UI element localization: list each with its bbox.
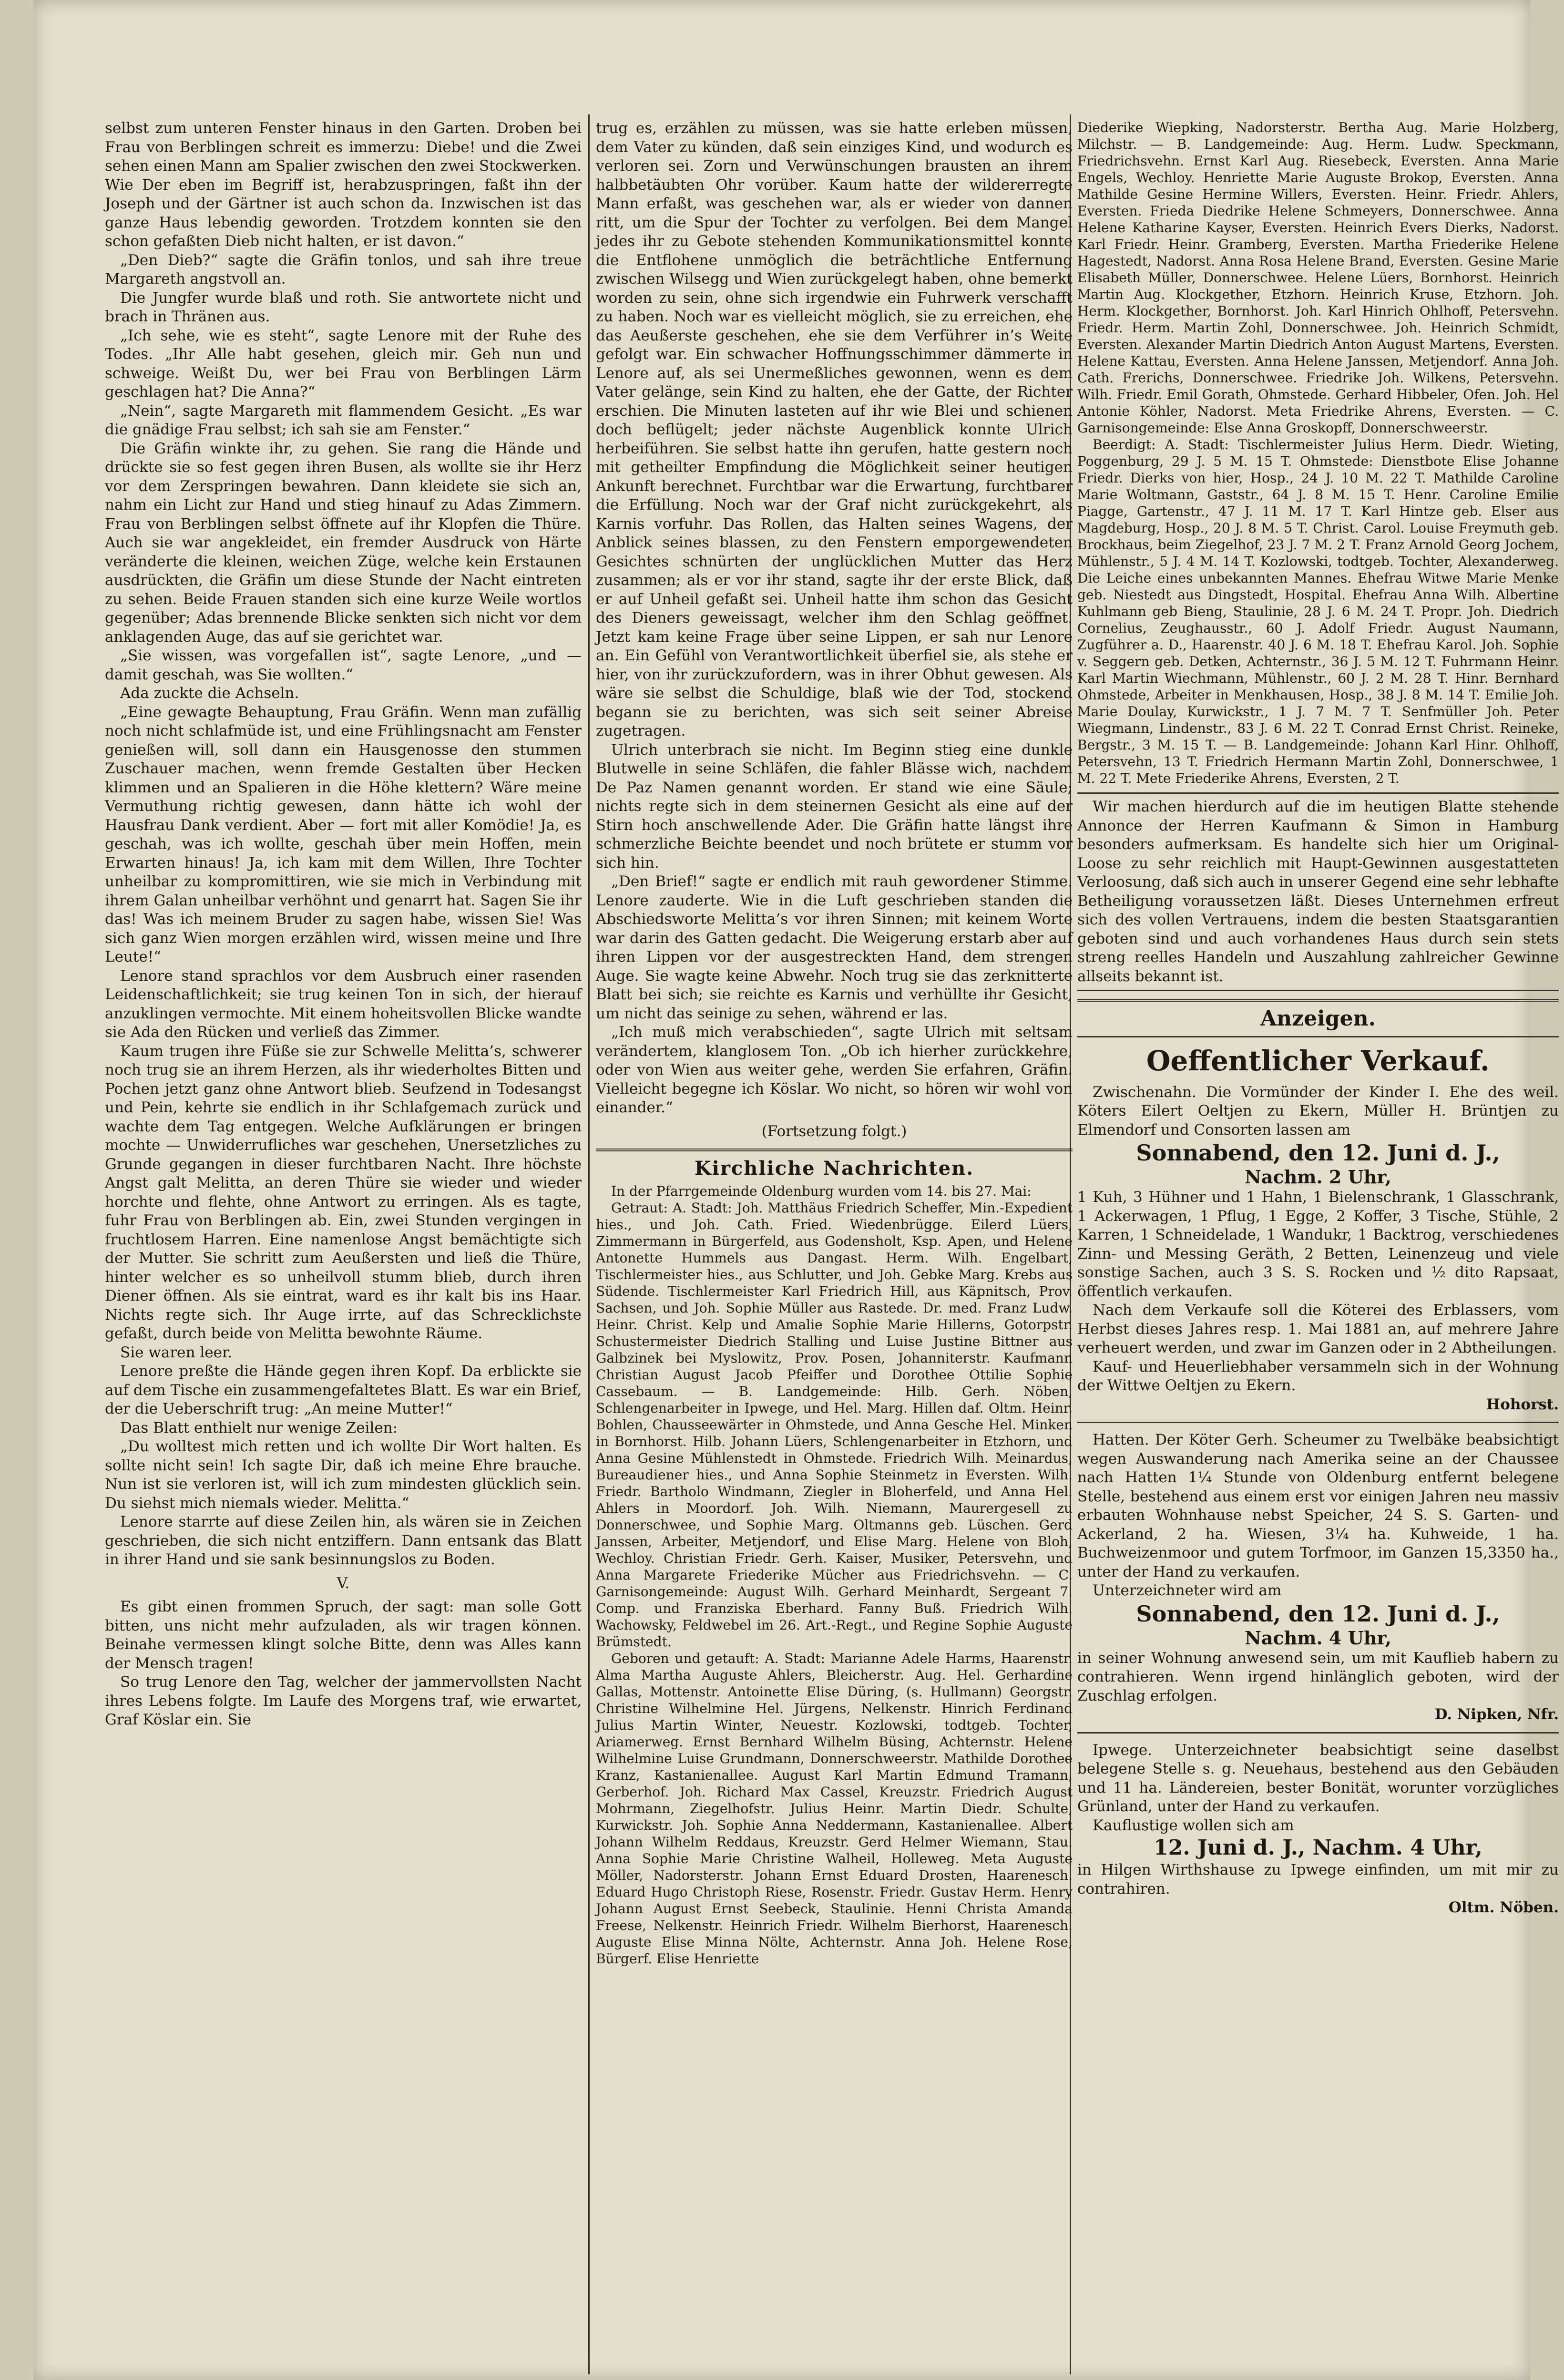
continued-note: (Fortsetzung folgt.) [761, 1122, 907, 1140]
paragraph: „Den Brief!“ sagte er endlich mit rauh gewordener Stimme. Lenore zauderte. Wie in die Luft geschrieben standen die Abschiedsworte Melitta’s vor ihren Sinnen; mit keinem Worte war darin des Gatten gedacht. Die Weigerung erstarb aber auf ihren Lippen vor der ausgestreckten Hand, dem strengen Auge. Sie wagte keine Abwehr. Noch trug sie das zerknitterte Blatt bei sich; sie reichte es Karnis und verhüllte ihr Gesicht, um nicht das seinige zu sehen, während er las. [596, 873, 1073, 1022]
paragraph: selbst zum unteren Fenster hinaus in den Garten. Droben bei Frau von Berblingen schreit es immerzu: Diebe! und die Zwei sehen einen Mann am Spalier zwischen den zwei Stockwerken. Wie Der eben im Begriff ist, herabzuspringen, faßt ihn der Joseph und der Gärtner ist auch schon da. Inzwischen ist das ganze Haus lebendig geworden. Trotzdem konnten sie den schon gefaßten Dieb nicht halten, er ist davon.“ [105, 120, 582, 250]
column-1 [105, 119, 582, 1730]
ad-text: 1 Kuh, 3 Hühner und 1 Hahn, 1 Bielenschrank, 1 Glasschrank, 1 Ackerwagen, 1 Pflug, 1 Egge, 2 Koffer, 3 Tische, Stühle, 2 Karren, 1 Schneidelade, 1 Wandukr, 1 Backtrog, verschiedenes Zinn- und Messing Geräth, 2 Betten, Leinenzeug und viele sonstige Sachen, auch 3 S. S. Rocken und ½ dito Rapsaat, öffentlich verkaufen. [1077, 1189, 1559, 1300]
ad-text: Ipwege. Unterzeichneter beabsichtigt seine daselbst belegene Stelle s. g. Neuehaus, bestehend aus den Gebäuden und 11 ha. Ländereien, bester Bonität, worunter vorzügliches Grünland, unter der Hand zu verkaufen. [1077, 1741, 1559, 1815]
paragraph: Die Gräfin winkte ihr, zu gehen. Sie rang die Hände und drückte sie so fest gegen ihren Busen, als wollte sie ihr Herz vor dem Zerspringen bewahren. Dann kleidete sie sich an, nahm ein Licht zur Hand und stieg hinauf zu Adas Zimmern. Frau von Berblingen selbst öffnete auf ihr Klopfen die Thüre. Auch sie war angekleidet, ein fremder Ausdruck von Härte veränderte die kleinen, weichen Züge, welche kein Erstaunen ausdrückten, die Gräfin um diese Stunde der Nacht eintreten zu sehen. Beide Frauen standen sich eine kurze Weile wortlos gegenüber; Adas brennende Blicke senkten sich nicht vor dem anklagenden Auge, das auf sie gerichtet war. [105, 440, 582, 646]
paragraph: Ada zuckte die Achseln. [120, 685, 299, 702]
paragraph: „Nein“, sagte Margareth mit flammendem Gesicht. „Es war die gnädige Frau selbst; ich sah sie am Fenster.“ [105, 402, 582, 438]
ad-time: Nachm. 4 Uhr, [1245, 1627, 1391, 1649]
section-divider [596, 1149, 1073, 1151]
ad-text: in seiner Wohnung anwesend sein, um mit Kauflieb habern zu contrahieren. Wenn irgend hinlänglich geboten, wird der Zuschlag erfolgen. [1077, 1649, 1559, 1704]
divider [1077, 1036, 1559, 1037]
ad-time: Nachm. 2 Uhr, [1245, 1166, 1391, 1188]
newspaper-page [33, 0, 1559, 2380]
column-2 [596, 119, 1073, 1967]
paragraph: Das Blatt enthielt nur wenige Zeilen: [120, 1419, 398, 1436]
church-entry: Diederike Wiepking, Nadorsterstr. Bertha Aug. Marie Holzberg, Milchstr. — B. Landgemeinde: Aug. Herm. Ludw. Speckmann, Friedrichsvehn. Ernst Karl Aug. Riesebeck, Eversten. Anna Marie Engels, Wechloy. Henriette Marie Auguste Brokop, Eversten. Anna Mathilde Gesine Hermine Willers, Eversten. Heinr. Friedr. Ahlers, Eversten. Frieda Diedrike Helene Schmeyers, Donnerschwee. Anna Helene Katharine Kayser, Eversten. Heinrich Evers Dierks, Nadorst. Karl Friedr. Heinr. Gramberg, Eversten. Martha Friederike Helene Hagestedt, Nadorst. Anna Rosa Helene Brand, Eversten. Gesine Marie Elisabeth Müller, Donnerschwee. Helene Lüers, Bornhorst. Heinrich Martin Aug. Klockgether, Etzhorn. Heinrich Kruse, Etzhorn. Joh. Herm. Klockgether, Bornhorst. Joh. Karl Hinrich Ohlhoff, Petersvehn. Friedr. Herm. Martin Zohl, Donnerschwee. Joh. Heinrich Schmidt, Eversten. Alexander Martin Diedrich Anton August Martens, Eversten. Helene Kattau, Eversten. Anna Helene Janssen, Metjendorf. Anna Joh. Cath. Frerichs, Donnerschwee. Friedrike Joh. Wilkens, Petersvehn. Wilh. Friedr. Emil Gorath, Ohmstede. Gerhard Hibbeler, Ofen. Joh. Hel Antonie Köhler, Nadorst. Meta Friedrike Ahrens, Eversten. — C. Garnisongemeinde: Else Anna Groskopff, Donnerschweerstr. [1077, 120, 1559, 436]
paragraph: trug es, erzählen zu müssen, was sie hatte erleben müssen, dem Vater zu künden, daß sein einziges Kind, und wodurch es verloren sei. Zorn und Verwünschungen brausten an ihrem halbbetäubten Ohr vorüber. Kaum hatte der wildererregte Mann erfaßt, was geschehen war, als er wieder von dannen ritt, um die Spur der Tochter zu verfolgen. Bei dem Mangel jedes ihr zu Gebote stehenden Kommunikationsmittel konnte die Entflohene unmöglich die beträchtliche Entfernung zwischen Wilsegg und Wien zurückgelegt haben, ohne bemerkt worden zu sein, ohne sich irgendwie ein Fuhrwerk verschafft zu haben. Noch war es vielleicht möglich, sie zu erreichen, ehe das Aeußerste geschehen, ehe sie dem Verführer in’s Weite gefolgt war. Ein schwacher Hoffnungsschimmer dämmerte in Lenore auf, als sei Unermeßliches gewonnen, wenn es dem Vater gelänge, sein Kind zu halten, ehe der Gatte, der Richter erschien. Die Minuten lasteten auf ihr wie Blei und schienen doch beflügelt; jeder nächste Augenblick konnte Ulrich herbeiführen. Sie selbst hatte ihn gerufen, hatte gestern noch mit getheilter Empfindung die Möglichkeit seiner heutigen Ankunft berechnet. Furchtbar war die Erwartung, furchtbarer die Erfüllung. Noch war der Graf nicht zurückgekehrt, als Karnis vorfuhr. Das Rollen, das Halten seines Wagens, der Anblick seines blassen, zu den Fenstern emporgewendeten Gesichtes schnürten der unglücklichen Mutter das Herz zusammen; als er vor ihr stand, sagte ihr der erste Blick, daß er auf Unheil gefaßt sei. Unheil hatte ihm schon das Gesicht des Dieners geweissagt, welcher ihm den Schlag geöffnet. Jetzt kam keine Frage über seine Lippen, er sah nur Lenore an. Ein Gefühl von Verantwortlichkeit überfiel sie, als stehe er hier, von ihr zurückzufordern, was in ihrer Obhut gewesen. Als wäre sie selbst die Schuldige, blaß wie der Tod, stockend begann sie zu berichten, was sich seit seiner Abreise zugetragen. [596, 120, 1073, 739]
ad-title: Oeffentlicher Verkauf. [1146, 1044, 1490, 1077]
ad-signature: D. Nipken, Nfr. [1434, 1706, 1559, 1723]
ad-text: Kauflustige wollen sich am [1093, 1816, 1294, 1834]
paragraph: Es gibt einen frommen Spruch, der sagt: man solle Gott bitten, uns nicht mehr aufzuladen, als wir tragen können. Beinahe vermessen klingt solche Bitte, denn was Alles kann der Mensch tragen! [105, 1598, 582, 1672]
column-3 [1077, 119, 1559, 1918]
paragraph: „Sie wissen, was vorgefallen ist“, sagte Lenore, „und — damit geschah, was Sie wollten.“ [105, 647, 582, 683]
paragraph: Kaum trugen ihre Füße sie zur Schwelle Melitta’s, schwerer noch trug sie an ihrem Herzen, als ihr wiederholtes Bitten und Pochen jetzt ganz ohne Antwort blieb. Seufzend in Todesangst und Pein, kehrte sie endlich in ihr Schlafgemach zurück und wachte dem Tag entgegen. Welche Aufklärungen er bringen mochte — Unwiderrufliches war geschehen, Unersetzliches zu Grunde gegangen in dieser furchtbaren Nacht. Ihre höchste Angst galt Melitta, an deren Thüre sie wieder und wieder horchte und flehte, ohne Antwort zu erringen. Als es tagte, fuhr Frau von Berblingen ab. Ein, zwei Stunden vergingen in fruchtlosem Harren. Eine namenlose Angst bemächtigte sich der Mutter. Sie schritt zum Aeußersten und ließ die Thüre, hinter welcher es so unheilvoll stumm blieb, durch ihren Diener öffnen. Als sie eintrat, ward es ihr kalt bis ins Haar. Nichts regte sich. Ihr Auge irrte, auf das Schrecklichste gefaßt, durch beide von Melitta bewohnte Räume. [105, 1042, 582, 1342]
paragraph: „Ich muß mich verabschieden“, sagte Ulrich mit seltsam verändertem, klanglosem Ton. „Ob ich hierher zurückkehre, oder von Wien aus weiter gehe, werden Sie erfahren, Gräfin. Vielleicht begegne ich Köslar. Wo nicht, so hören wir wohl von einander.“ [596, 1024, 1073, 1116]
ad-text: Nach dem Verkaufe soll die Köterei des Erblassers, vom Herbst dieses Jahres resp. 1. Mai 1881 an, auf mehrere Jahre verheuert werden, und zwar im Ganzen oder in 2 Abtheilungen. [1077, 1302, 1559, 1356]
ad-text: Hatten. Der Köter Gerh. Scheumer zu Twelbäke beabsichtigt wegen Auswanderung nach Amerika seine an der Chaussee nach Hatten 1¼ Stunde von Oldenburg entfernt belegene Stelle, bestehend aus einem erst vor einigen Jahren neu massiv erbauten Wohnhause nebst Speicher, 24 S. S. Garten- und Ackerland, 2 ha. Wiesen, 3¼ ha. Kuhweide, 1 ha. Buchweizenmoor und gutem Torfmoor, im Ganzen 15,3350 ha., unter der Hand zu verkaufen. [1077, 1431, 1559, 1580]
paragraph: Lenore starrte auf diese Zeilen hin, als wären sie in Zeichen geschrieben, die sich nicht entziffern. Dann entsank das Blatt in ihrer Hand und sie sank besinnungslos zu Boden. [105, 1513, 582, 1568]
editorial-notice: Wir machen hierdurch auf die im heutigen Blatte stehende Annonce der Herren Kaufmann & Simon in Hamburg besonders aufmerksam. Es handelte sich hier um Original-Loose zu sehr reichlich mit Haupt-Gewinnen ausgestatteten Verloosung, daß sich auch in unserer Gegend eine sehr lebhafte Betheiligung voraussetzen läßt. Dieses Unternehmen erfreut sich des vollen Vertrauens, indem die besten Staatsgarantien geboten sind und auch vorhandenes Haus durch sein stets streng reelles Handeln und Auszahlung zahlreicher Gewinne allseits bekannt ist. [1077, 798, 1559, 985]
letter-text: „Du wolltest mich retten und ich wollte Dir Wort halten. Es sollte nicht sein! Ich sagte Dir, daß ich meine Ehre brauche. Nun ist sie verloren ist, will ich zum mindesten glücklich sein. Du siehst mich niemals wieder. Melitta.“ [105, 1438, 582, 1512]
church-entry: Geboren und getauft: A. Stadt: Marianne Adele Harms, Haarenstr. Alma Martha Auguste Ahlers, Bleicherstr. Aug. Hel. Gerhardine Gallas, Mottenstr. Antoinette Elise Düring, (s. Hullmann) Georgstr. Christine Wilhelmine Hel. Jürgens, Nelkenstr. Hinrich Ferdinand Julius Martin Winter, Neuestr. Kozlowski, todtgeb. Tochter, Ariamerweg. Ernst Bernhard Wilhelm Büsing, Achternstr. Helene Wilhelmine Luise Grundmann, Donnerschweerstr. Mathilde Dorothee Kranz, Kastanienallee. August Karl Martin Edmund Tramann, Gerberhof. Joh. Richard Max Cassel, Kreuzstr. Friedrich August Mohrmann, Ziegelhofstr. Julius Heinr. Martin Diedr. Schulte, Kurwickstr. Joh. Sophie Anna Neddermann, Kastanienallee. Albert Johann Wilhelm Reddaus, Kreuzstr. Gerd Helmer Wiemann, Stau. Anna Sophie Marie Christine Walheil, Holleweg. Meta Auguste Möller, Nadorsterstr. Johann Ernst Eduard Drosten, Haarenesch. Eduard Hugo Christoph Riese, Rosenstr. Friedr. Gustav Herm. Henry Johann August Ernst Seebeck, Staulinie. Henni Christa Amanda Freese, Nelkenstr. Heinrich Friedr. Wilhelm Bierhorst, Haarenesch. Auguste Elise Minna Nölte, Achternstr. Anna Joh. Helene Rose, Bürgerf. Elise Henriette [596, 1650, 1073, 1967]
section-number: V. [337, 1574, 350, 1592]
church-news-title: Kirchliche Nachrichten. [694, 1157, 974, 1180]
ad-text: Kauf- und Heuerliebhaber versammeln sich in der Wohnung der Wittwe Oeltjen zu Ekern. [1077, 1358, 1559, 1394]
paragraph: Sie waren leer. [120, 1344, 233, 1361]
column-rule [588, 114, 590, 2374]
paragraph: So trug Lenore den Tag, welcher der jammervollsten Nacht ihres Lebens folgte. Im Laufe des Morgens traf, wie erwartet, Graf Köslar ein. Sie [105, 1673, 582, 1728]
paragraph: Lenore stand sprachlos vor dem Ausbruch einer rasenden Leidenschaftlichkeit; sie trug keinen Ton in sich, der hierauf anzuklingen vermochte. Mit einem hoheitsvollen Blicke wandte sie Ada den Rücken und verließ das Zimmer. [105, 967, 582, 1041]
paragraph: Ulrich unterbrach sie nicht. Im Beginn stieg eine dunkle Blutwelle in seine Schläfen, die fahler Blässe wich, nachdem De Paz Namen genannt worden. Er stand wie eine Säule; nichts regte sich in dem steinernen Gesicht als eine auf der Stirn hoch anschwellende Ader. Die Gräfin hatte längst ihre schmerzliche Beichte beendet und noch brütete er stumm vor sich hin. [596, 741, 1073, 872]
ads-title: Anzeigen. [1260, 1006, 1376, 1031]
ad-date: Sonnabend, den 12. Juni d. J., [1136, 1140, 1500, 1166]
paragraph: „Ich sehe, wie es steht“, sagte Lenore mit der Ruhe des Todes. „Ihr Alle habt gesehen, gleich mir. Geh nun und schweige. Weißt Du, wer bei Frau von Berblingen Lärm geschlagen hat? Die Anna?“ [105, 327, 582, 400]
paragraph: Die Jungfer wurde blaß und roth. Sie antwortete nicht und brach in Thränen aus. [105, 289, 582, 325]
paragraph: Lenore preßte die Hände gegen ihren Kopf. Da erblickte sie auf dem Tische ein zusammengefaltetes Blatt. Es war ein Brief, der die Ueberschrift trug: „An meine Mutter!“ [105, 1363, 582, 1417]
ad-signature: Hohorst. [1486, 1395, 1559, 1413]
paragraph: „Eine gewagte Behauptung, Frau Gräfin. Wenn man zufällig noch nicht schlafmüde ist, und eine Frühlingsnacht am Fenster genießen will, soll dann ein Hausgenosse den stummen Zuschauer machen, wenn fremde Gestalten über Hecken klimmen und an Spalieren in die Höhe klettern? Wäre meine Vermuthung richtig gewesen, dann hätte ich wohl der Hausfrau Dank verdient. Aber — fort mit aller Komödie! Ja, es geschah, was ich wollte, geschah über mein Hoffen, mein Erwarten hinaus! Ja, ich kam mit dem Willen, Ihre Tochter unheilbar zu kompromittiren, wie sie mich in Verbindung mit ihrem Galan unheilbar verhöhnt und genarrt hat. Sagen Sie ihr das! Was ich meinem Bruder zu sagen habe, wissen Sie! Was sich ganz Wien morgen erzählen wird, wissen meine und Ihre Leute!“ [105, 703, 582, 965]
ad-signature: Oltm. Nöben. [1448, 1899, 1559, 1916]
ad-text: Unterzeichneter wird am [1093, 1582, 1282, 1599]
ad-text: in Hilgen Wirthshause zu Ipwege einfinden, um mit mir zu contrahiren. [1077, 1861, 1559, 1898]
divider [1077, 1422, 1559, 1423]
burials: Beerdigt: A. Stadt: Tischlermeister Julius Herm. Diedr. Wieting, Poggenburg, 29 J. 5 M. 15 T. Ohmstede: Dienstbote Elise Johanne Friedr. Dierks von hier, Hosp., 24 J. 10 M. 22 T. Mathilde Caroline Marie Woltmann, Gaststr., 64 J. 8 M. 15 T. Henr. Caroline Emilie Piagge, Gartenstr., 47 J. 11 M. 17 T. Karl Hintze geb. Elser aus Magdeburg, Hosp., 20 J. 8 M. 5 T. Christ. Carol. Louise Freymuth geb. Brockhaus, beim Ziegelhof, 23 J. 7 M. 2 T. Franz Arnold Georg Jochem, Mühlenstr., 5 J. 4 M. 14 T. Kozlowski, todtgeb. Tochter, Alexanderweg. Die Leiche eines unbekannten Mannes. Ehefrau Witwe Marie Menke geb. Niestedt aus Dingstedt, Hospital. Ehefrau Anna Wilh. Albertine Kuhlmann geb Bieng, Staulinie, 28 J. 6 M. 24 T. Propr. Joh. Diedrich Cornelius, Zeughausstr., 60 J. Adolf Friedr. August Naumann, Zugführer a. D., Haarenstr. 40 J. 6 M. 18 T. Ehefrau Karol. Joh. Sophie v. Seggern geb. Detken, Achternstr., 36 J. 5 M. 12 T. Fuhrmann Heinr. Karl Martin Wiechmann, Mühlenstr., 60 J. 2 M. 28 T. Hinr. Bernhard Ohmstede, Arbeiter in Menkhausen, Hosp., 38 J. 8 M. 14 T. Emilie Joh. Marie Doulay, Kurwickstr., 1 J. 7 M. 7 T. Senfmüller Joh. Peter Wiegmann, Lindenstr., 83 J. 6 M. 22 T. Conrad Ernst Christ. Reineke, Bergstr., 3 M. 15 T. — B. Landgemeinde: Johann Karl Hinr. Ohlhoff, Petersvehn, 13 T. Friedrich Hermann Martin Zohl, Donnerschwee, 1 M. 22 T. Mete Friederike Ahrens, Eversten, 2 T. [1077, 437, 1559, 786]
divider [1077, 1732, 1559, 1734]
section-divider [1077, 999, 1559, 1002]
ad-date: Sonnabend, den 12. Juni d. J., [1136, 1600, 1500, 1627]
church-entry: Getraut: A. Stadt: Joh. Matthäus Friedrich Scheffer, Min.-Expedient hies., und Joh. Cath. Fried. Wiedenbrügge. Eilerd Lüers, Zimmermann in Bürgerfeld, aus Godensholt, Ksp. Apen, und Helene Antonette Hummels aus Dangast. Herm. Wilh. Engelbart, Tischlermeister hies., aus Schlutter, und Joh. Gebke Marg. Krebs aus Südende. Tischlermeister Karl Friedrich Hill, aus Käpnitsch, Prov. Sachsen, und Joh. Sophie Müller aus Rastede. Dr. med. Franz Ludw. Heinr. Christ. Kelp und Amalie Sophie Marie Hillerns, Gotorpstr. Schustermeister Diedrich Stalling und Luise Justine Bittner aus Galbzinek bei Myslowitz, Prov. Posen, Johanniterstr. Kaufmann Christian August Jacob Pfeiffer und Dorothee Ottilie Sophie Cassebaum. — B. Landgemeinde: Hilb. Gerh. Nöben, Schlengenarbeiter in Ipwege, und Hel. Marg. Hillen daf. Oltm. Heinr. Bohlen, Chausseewärter in Ohmstede, und Anna Gesche Hel. Minken in Bornhorst. Hilb. Johann Lüers, Schlengenarbeiter in Etzhorn, und Anna Gesine Mühlenstedt in Ohmstede. Friedrich Wilh. Meinardus, Bureaudiener hies., und Anna Sophie Steinmetz in Eversten. Wilh. Friedr. Bartholo Windmann, Ziegler in Bloherfeld, und Anna Hel. Ahlers in Moordorf. Joh. Wilh. Niemann, Maurergesell zu Donnerschwee, und Sophie Marg. Oltmanns geb. Lüschen. Gerd Janssen, Arbeiter, Metjendorf, und Elise Marg. Helene von Bloh, Wechloy. Christian Friedr. Gerh. Kaiser, Musiker, Petersvehn, und Anna Margarete Friederike Mücher aus Friedrichsvehn. — C. Garnisongemeinde: August Wilh. Gerhard Meinhardt, Sergeant 7. Comp. und Franziska Eberhard. Fanny Buß. Friedrich Wilh. Wachowsky, Feldwebel im 26. Art.-Regt., und Regine Sophie Auguste Brümstedt. [596, 1200, 1073, 1650]
ad-date: 12. Juni d. J., Nachm. 4 Uhr, [1154, 1836, 1482, 1860]
church-intro: In der Pfarrgemeinde Oldenburg wurden vom 14. bis 27. Mai: [611, 1183, 1032, 1199]
paragraph: „Den Dieb?“ sagte die Gräfin tonlos, und sah ihre treue Margareth angstvoll an. [105, 251, 582, 287]
ad-text: Zwischenahn. Die Vormünder der Kinder I. Ehe des weil. Köters Eilert Oeltjen zu Ekern, Müller H. Brüntjen zu Elmendorf und Consorten lassen am [1077, 1083, 1559, 1139]
